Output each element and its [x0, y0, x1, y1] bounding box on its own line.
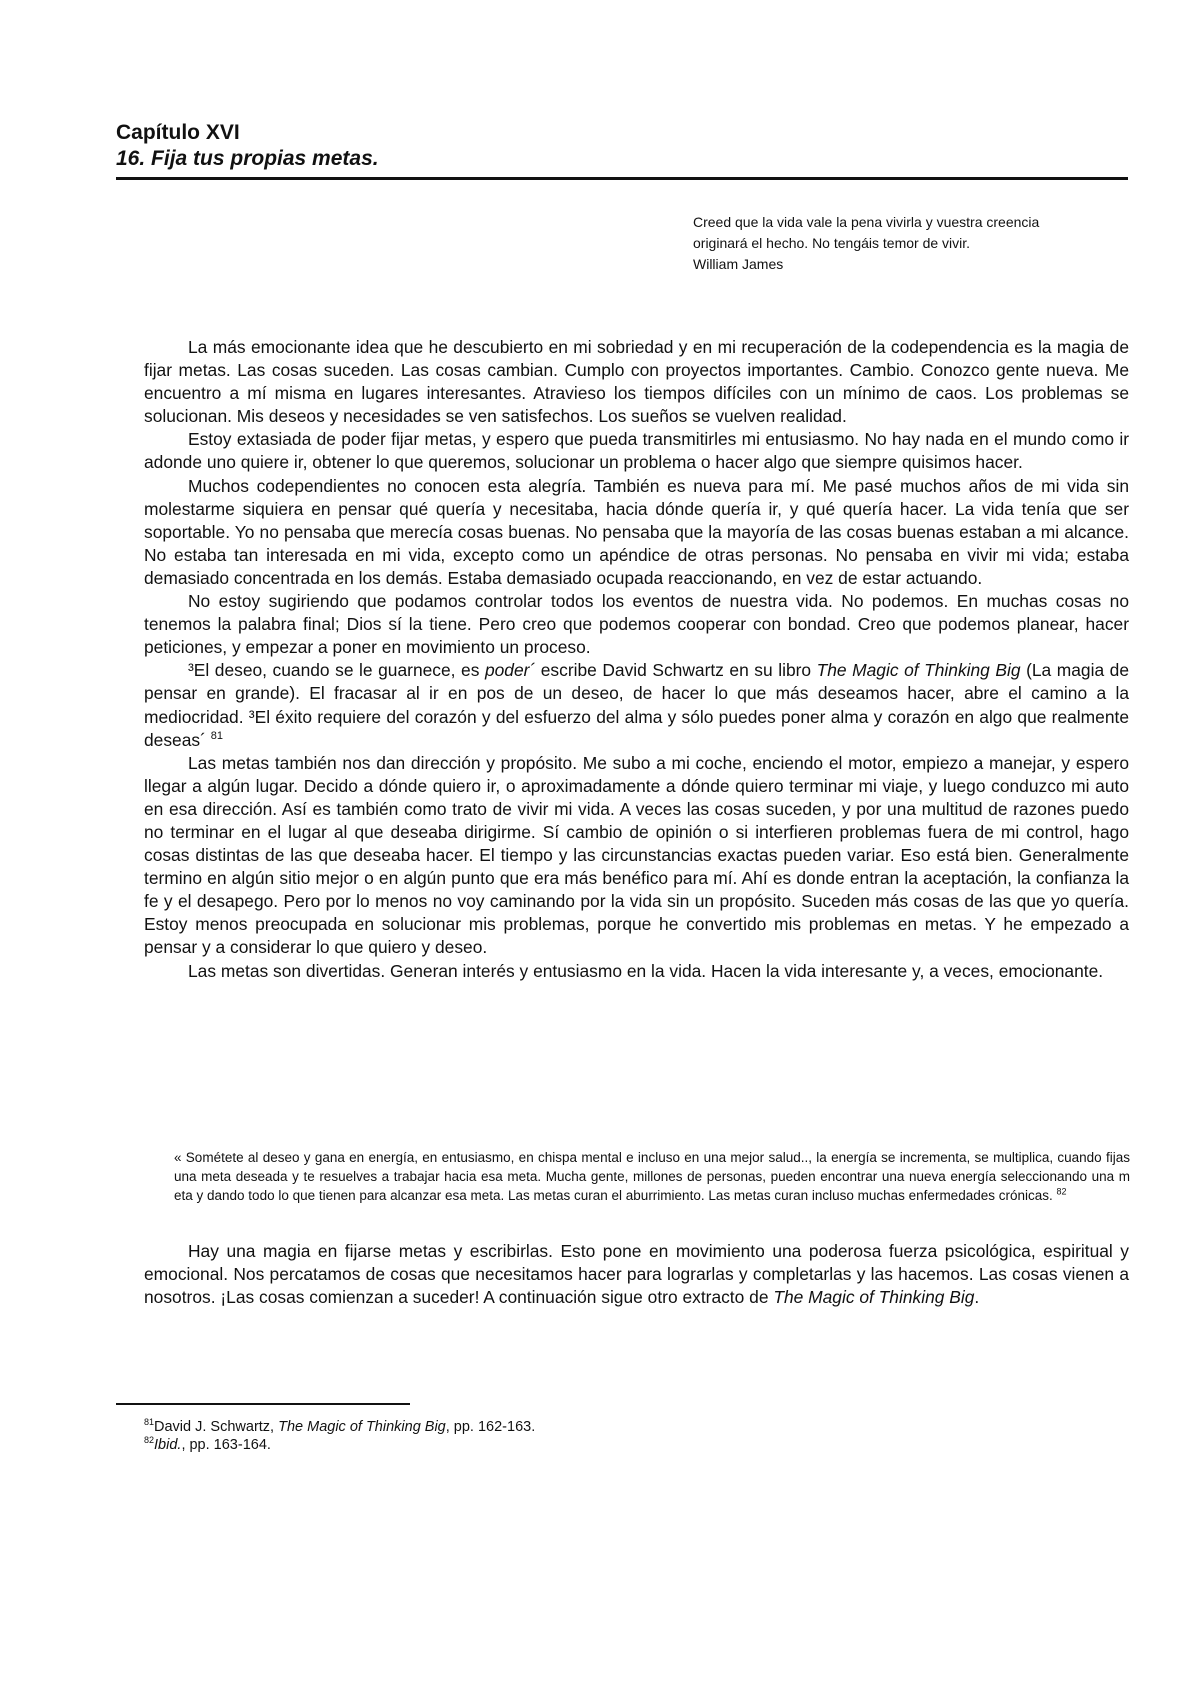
footnote-ref-81[interactable]: 81: [210, 729, 223, 742]
book-title: The Magic of Thinking Big: [816, 660, 1021, 681]
footnote-number: 82: [144, 1435, 155, 1446]
paragraph-5-part-c: escribe David Schwartz en su libro: [535, 660, 817, 681]
epigraph-line-1: Creed que la vida vale la pena vivirla y vuestra creencia: [693, 214, 1040, 230]
footnote-title: Ibid.: [154, 1437, 182, 1453]
epigraph: [693, 212, 1133, 275]
paragraph-3: Muchos codependientes no conocen esta alegría. También es nueva para mí. Me pasé muchos años de mi vida sin molestarme siquiera en pensar qué quería y necesitaba, hacia dónde quería ir, y qué quería hacer. La vida tenía que ser soportable. Yo no pensaba que merecía cosas buenas. No pensaba que la mayoría de las cosas buenas estaban a mi alcance. No estaba tan interesada en mi vida, excepto como un apéndice de otras personas. No pensaba en vivir mi vida; estaba demasiado concentrada en los demás. Estaba demasiado ocupada reaccionando, en vez de estar actuando.: [144, 475, 1129, 588]
quote-text: [174, 1148, 1130, 1205]
chapter-divider: [116, 177, 1128, 180]
epigraph-line-2: originará el hecho. No tengáis temor de vivir.: [693, 235, 971, 251]
footnotes: [144, 1418, 535, 1454]
closing-paragraph: [144, 1240, 1129, 1309]
chapter-title: Capítulo XVI: [116, 121, 240, 144]
paragraph-5-part-e: (La magia de pensar en grande). El fracasar al ir en pos de un deseo, de hacer lo que más deseamos hacer, abre el camino a la mediocridad. ³El éxito requiere del corazón y del esfuerzo del alma y sólo puedes poner alma y corazón en algo que realmente deseas´: [144, 660, 1130, 750]
paragraph-6: Las metas también nos dan dirección y propósito. Me subo a mi coche, enciendo el motor, empiezo a manejar, y espero llegar a algún lugar. Decido a dónde quiero ir, o aproximadamente a dónde quiero terminar mi viaje, y luego conduzco mi auto en esa dirección. Así es también como trato de vivir mi vida. A veces las cosas suceden, y por una multitud de razones puedo no terminar en el lugar al que deseaba dirigirme. Sí cambio de opinión o si interfieren problemas fuera de mi control, hago cosas distintas de las que deseaba hacer. El tiempo y las circunstancias exactas pueden variar. Eso está bien. Generalmente termino en algún sitio mejor o en algún punto que era más benéfico para mí. Ahí es donde entran la aceptación, la confianza la fe y el desapego. Pero por lo menos no voy caminando por la vida sin un propósito. Suceden más cosas de las que yo quería. Estoy menos preocupada en solucionar mis problemas, porque he convertido mis problemas en metas. Y he empezado a pensar y a considerar lo que quiero y deseo.: [144, 752, 1129, 958]
paragraph-7: Las metas son divertidas. Generan interés y entusiasmo en la vida. Hacen la vida interesante y, a veces, emocionante.: [188, 960, 1104, 981]
closing-end: .: [974, 1287, 980, 1308]
paragraph-5: [144, 659, 1129, 751]
epigraph-author: William James: [693, 256, 784, 272]
paragraph-2: Estoy extasiada de poder fijar metas, y espero que pueda transmitirles mi entusiasmo. No hay nada en el mundo como ir adonde uno quiere ir, obtener lo que queremos, solucionar un problema o hacer algo que siempre quisimos hacer.: [144, 429, 1129, 473]
closing-book-title: The Magic of Thinking Big: [773, 1287, 975, 1308]
footnote-number: 81: [144, 1417, 155, 1428]
footnote-title: The Magic of Thinking Big: [278, 1419, 446, 1435]
closing-text: [144, 1240, 1129, 1309]
paragraph-5-emphasis: poder´: [484, 660, 536, 681]
block-quote: [174, 1148, 1130, 1205]
closing-body: Hay una magia en fijarse metas y escribirlas. Esto pone en movimiento una poderosa fuerza psicológica, espiritual y emocional. Nos percatamos de cosas que necesitamos hacer para lograrlas y completarlas y las hacemos. Las cosas vienen a nosotros. ¡Las cosas comienzan a suceder! A continuación sigue otro extracto de: [144, 1241, 1129, 1308]
footnote-ref-82[interactable]: 82: [1056, 1186, 1067, 1197]
footnote-text: David J. Schwartz,: [154, 1419, 279, 1435]
footnote-82: [144, 1436, 535, 1454]
paragraph-5-part-a: ³El deseo, cuando se le guarnece, es: [188, 660, 485, 681]
paragraph-4: No estoy sugiriendo que podamos controlar todos los eventos de nuestra vida. No podemos. En muchas cosas no tenemos la palabra final; Dios sí la tiene. Pero creo que podemos cooperar con bondad. Creo que podemos planear, hacer peticiones, y empezar a poner en movimiento un proceso.: [144, 591, 1129, 658]
quote-body: « Sométete al deseo y gana en energía, en entusiasmo, en chispa mental e incluso en una mejor salud.., la energía se incrementa, se multiplica, cuando fijas una meta deseada y te resuelves a trabajar hacia esa meta. Mucha gente, millones de personas, pueden encontrar una nueva energía seleccionando una m eta y dando todo lo que tienen para alcanzar esa meta. Las metas curan el aburrimiento. Las metas curan incluso muchas enfermedades crónicas.: [174, 1150, 1130, 1203]
footnote-81: [144, 1418, 535, 1436]
footnote-pages: , pp. 163-164.: [181, 1437, 271, 1453]
paragraph-1: La más emocionante idea que he descubierto en mi sobriedad y en mi recuperación de la codependencia es la magia de fijar metas. Las cosas suceden. Las cosas cambian. Cumplo con proyectos importantes. Cambio. Conozco gente nueva. Me encuentro a mí misma en lugares interesantes. Atravieso los tiempos difíciles con un mínimo de caos. Los problemas se solucionan. Mis deseos y necesidades se ven satisfechos. Los sueños se vuelven realidad.: [144, 337, 1129, 427]
footnote-pages: , pp. 162-163.: [445, 1419, 536, 1435]
footnote-divider: [116, 1403, 410, 1405]
chapter-header: [116, 120, 1128, 172]
chapter-subtitle: 16. Fija tus propias metas.: [116, 147, 379, 170]
body-text: [144, 336, 1129, 983]
